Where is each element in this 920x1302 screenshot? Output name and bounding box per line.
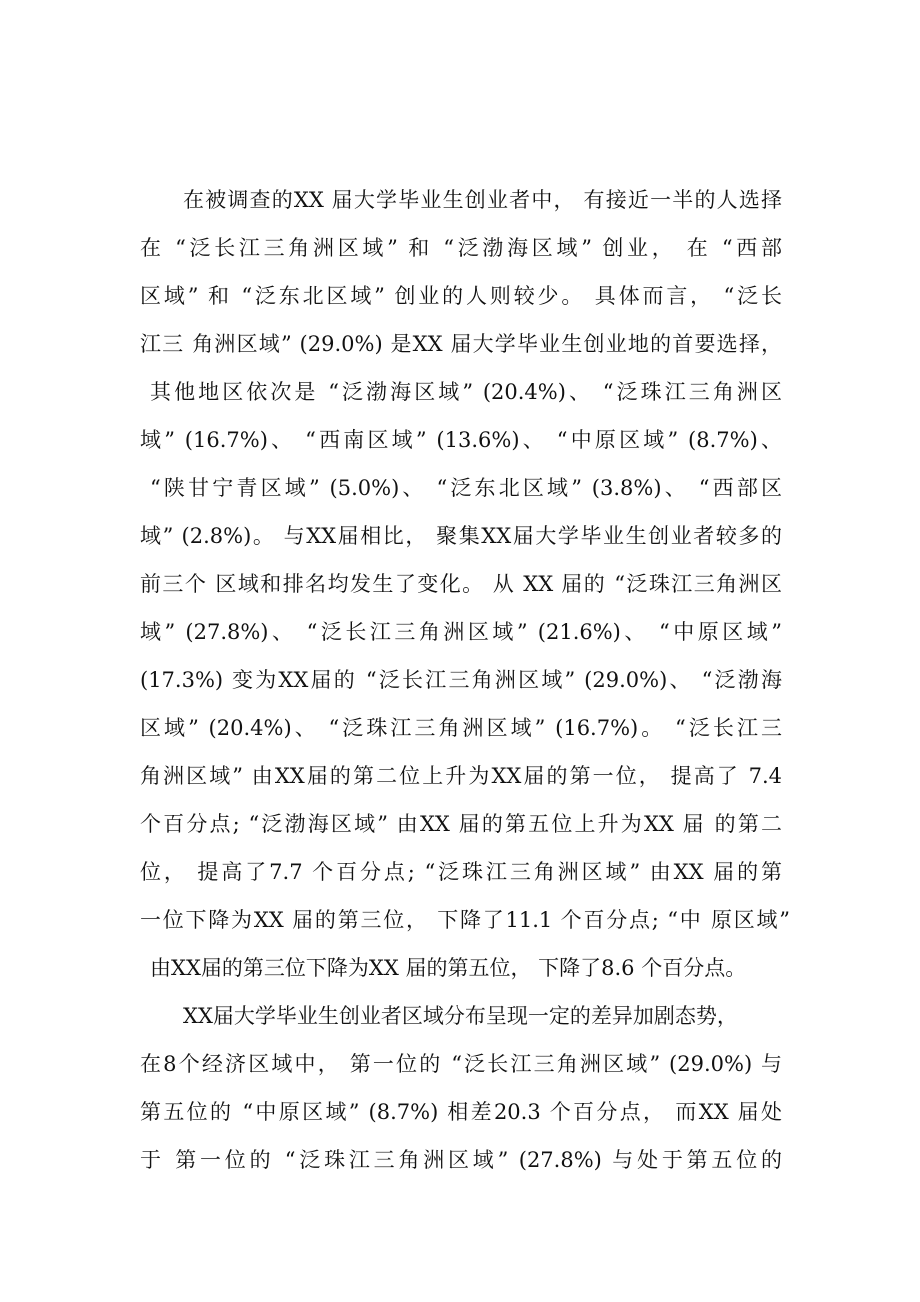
text-line: 区域” 和 “泛东北区域” 创业的人则较少。 具体而言， “泛长 [140, 284, 782, 308]
text-line: 域” (2.8%)。 与XX届相比， 聚集XX届大学毕业生创业者较多的 [140, 524, 782, 548]
text-line: XX届大学毕业生创业者区域分布呈现一定的差异加剧态势， [183, 1004, 738, 1028]
text-line: 第五位的 “中原区域” (8.7%) 相差20.3 个百分点， 而XX 届处 [140, 1100, 782, 1124]
text-line: 位， 提高了7.7 个百分点; “泛珠江三角洲区域” 由XX 届的第 [140, 860, 783, 884]
text-line: 区域” (20.4%)、 “泛珠江三角洲区域” (16.7%)。 “泛长江三 [140, 716, 782, 740]
text-line: 一位下降为XX 届的第三位， 下降了11.1 个百分点; “中 原区域” [140, 908, 790, 932]
text-line: “陕甘宁青区域” (5.0%)、 “泛东北区域” (3.8%)、 “西部区 [150, 476, 782, 500]
text-line: 由XX届的第三位下降为XX 届的第五位， 下降了8.6 个百分点。 [150, 956, 747, 980]
text-line: 域” (27.8%)、 “泛长江三角洲区域” (21.6%)、 “中原区域” [140, 620, 782, 644]
text-line: 在8个经济区域中， 第一位的 “泛长江三角洲区域” (29.0%) 与 [140, 1052, 782, 1076]
text-line: 于 第一位的 “泛珠江三角洲区域” (27.8%) 与处于第五位的 [140, 1148, 782, 1172]
text-line: (17.3%) 变为XX届的 “泛长江三角洲区域” (29.0%)、 “泛渤海 [140, 668, 782, 692]
text-line: 其他地区依次是 “泛渤海区域” (20.4%)、 “泛珠江三角洲区 [150, 380, 782, 404]
text-line: 在 “泛长江三角洲区域” 和 “泛渤海区域” 创业， 在 “西部 [140, 236, 782, 260]
text-line: 在被调查的XX 届大学毕业生创业者中， 有接近一半的人选择 [183, 188, 782, 212]
text-line: 角洲区域” 由XX届的第二位上升为XX届的第一位， 提高了 7.4 [140, 764, 782, 788]
text-line: 江三 角洲区域” (29.0%) 是XX 届大学毕业生创业地的首要选择， [140, 332, 782, 356]
text-line: 域” (16.7%)、 “西南区域” (13.6%)、 “中原区域” (8.7%)、 [140, 428, 782, 452]
text-line: 前三个 区域和排名均发生了变化。 从 XX 届的 “泛珠江三角洲区 [140, 572, 782, 596]
text-line: 个百分点; “泛渤海区域” 由XX 届的第五位上升为XX 届 的第二 [140, 812, 782, 836]
